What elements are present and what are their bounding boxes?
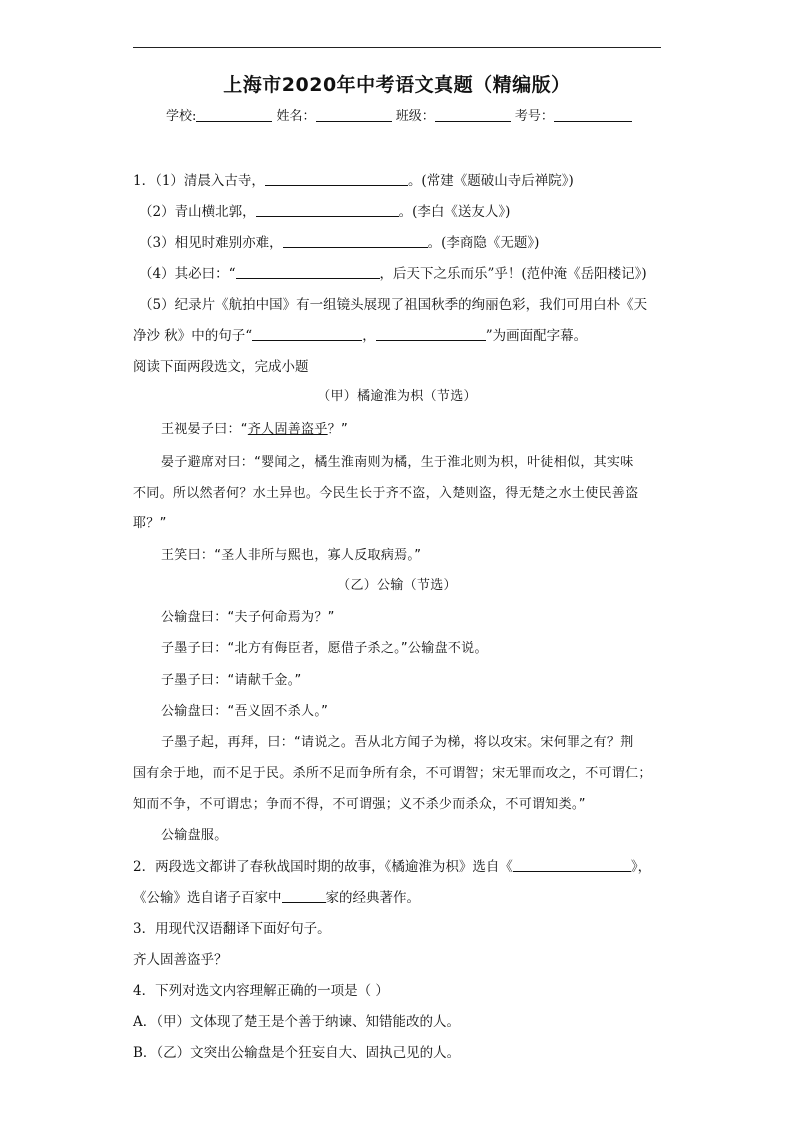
passage-yi-p6: 公输盘服。 [161,828,228,843]
q3-prompt: 3．用现代汉语翻译下面好句子。 [133,921,331,937]
q3-sentence: 齐人固善盗乎？ [133,952,228,968]
q1-part5-line1: （5）纪录片《航拍中国》有一组镜头展现了祖国秋季的绚丽色彩，我们可用白朴《天 [139,297,648,313]
passage-yi-p5-line1: 子墨子起，再拜，曰：“请说之。吾从北方闻子为梯，将以攻宋。宋何罪之有？荆 [161,735,634,750]
q2-blank1[interactable] [513,858,631,872]
q2-text: 2．两段选文都讲了春秋战国时期的故事，《橘逾淮为枳》选自《 [133,859,513,875]
exam-no-blank[interactable] [554,109,632,122]
passage-yi-p3: 子墨子曰：“请献千金。” [161,673,302,688]
q1-part4 [139,265,647,283]
q1-part3 [139,234,539,252]
q1-part2-blank[interactable] [256,203,399,217]
q1-part5-blank1[interactable] [252,327,362,341]
class-label: 班级： [395,109,435,124]
name-blank[interactable] [316,109,392,122]
q1-part1-blank[interactable] [265,172,408,186]
q4-option-a[interactable]: A．（甲）文体现了楚王是个善于纳谏、知错能改的人。 [133,1014,460,1030]
q1-part4-text: （4）其必曰：“ [139,266,236,282]
q1-part3-text: （3）相见时难别亦难， [139,235,283,251]
school-blank[interactable] [196,109,272,122]
passage-jia-title: （甲）橘逾淮为枳（节选） [317,389,477,404]
q1-part5-text: 净沙 秋》中的句子“ [133,328,253,344]
passage-jia-p1-lead: 王视晏子曰：“ [161,422,248,437]
q1-part2-source: 。(李白《送友人》) [398,204,511,220]
class-blank[interactable] [435,109,511,122]
passage-yi-p2: 子墨子曰：“北方有侮臣者，愿借子杀之。”公输盘不说。 [161,641,488,656]
passage-yi-p1: 公输盘曰：“夫子何命焉为？” [161,610,335,625]
q1-part5-blank2[interactable] [376,327,486,341]
q2-line2-tail: 家的经典著作。 [325,890,420,906]
passage-yi-p4: 公输盘曰：“吾义固不杀人。” [161,704,329,719]
passage-jia-p2-line1: 晏子避席对曰：“婴闻之，橘生淮南则为橘，生于淮北则为枳，叶徒相似，其实味 [161,455,634,470]
q1-part5-line2 [133,327,587,345]
q1-part5-tail: ”为画面配字幕。 [485,328,588,344]
page-title: 上海市2020年中考语文真题（精编版） [223,74,571,96]
school-label: 学校: [166,109,197,124]
passage-jia-p1 [161,421,348,439]
passage-yi-title: （乙）公输（节选） [337,578,457,593]
q1-part5-comma: ， [362,328,376,344]
q1-part1-source: 。(常建《题破山寺后禅院》) [407,173,574,189]
passage-yi-p5-line3: 知而不争，不可谓忠；争而不得，不可谓强；义不杀少而杀众，不可谓知类。” [133,797,586,812]
q1-part4-source: ，后天下之乐而乐”乎！(范仲淹《岳阳楼记》) [379,266,647,282]
q4-prompt: 4．下列对选文内容理解正确的一项是（ ） [133,983,389,999]
q1-part2-text: （2）青山横北郭， [139,204,256,220]
passage-yi-p5-line2: 国有余于地，而不足于民。杀所不足而争所有余，不可谓智；宋无罪而攻之，不可谓仁； [133,766,652,781]
student-info-row [166,105,632,124]
q2-line2-text: 《公输》选自诸子百家中 [133,890,282,906]
q2-line2 [133,889,420,907]
q2-bracket-end: 》， [630,859,652,875]
q1-part4-blank[interactable] [236,265,380,279]
header-rule [133,47,661,48]
reading-intro: 阅读下面两段选文，完成小题 [133,359,309,375]
underlined-sentence: 齐人固善盗乎 [247,422,328,437]
q2-blank2[interactable] [282,889,326,903]
exam-no-label: 考号： [514,109,554,124]
passage-jia-p2-line2: 不同。所以然者何？水土异也。今民生长于齐不盗，入楚则盗，得无楚之水土使民善盗 [133,486,639,501]
q1-part2 [139,203,510,221]
q2-line1 [133,858,651,876]
q1-part3-blank[interactable] [283,234,428,248]
passage-jia-p3: 王笑曰：“圣人非所与熙也，寡人反取病焉。” [161,548,422,563]
passage-jia-p2-line3: 耶？” [133,516,167,531]
q4-option-b[interactable]: B．（乙）文突出公输盘是个狂妄自大、固执己见的人。 [133,1045,461,1061]
q1-part1 [133,172,574,190]
q1-part3-source: 。(李商隐《无题》) [427,235,540,251]
passage-jia-p1-end: ？” [327,422,348,437]
name-label: 姓名： [276,109,316,124]
q1-part1-text: 1．（1）清晨入古寺， [133,173,265,189]
